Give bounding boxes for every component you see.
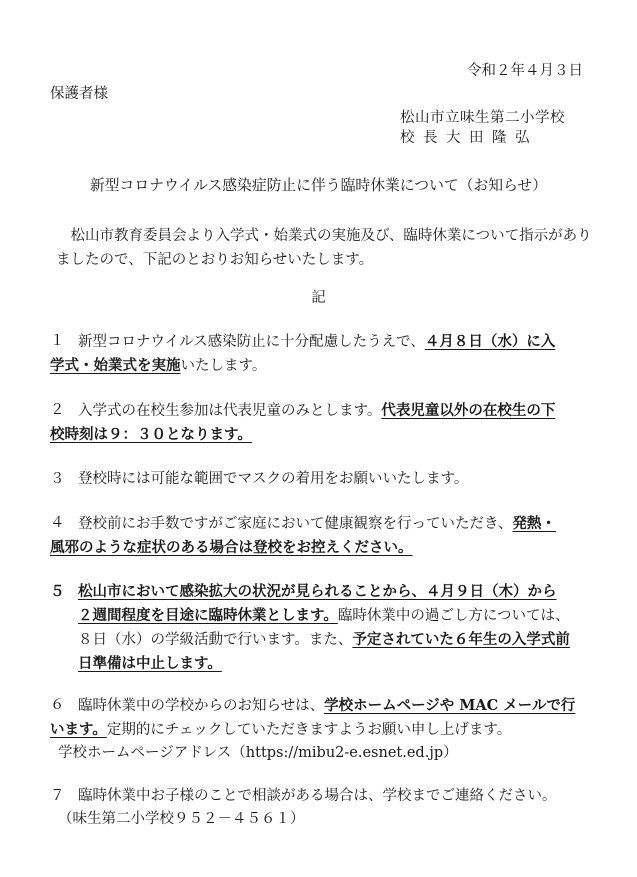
item-text: 登校前にお手数ですがご家庭において健康観察を行っていただき、 bbox=[78, 516, 513, 532]
item-emphasis: 校時刻は９：３０となります。 bbox=[50, 426, 252, 443]
item-number: ３ bbox=[50, 471, 65, 487]
item-number: ５ bbox=[50, 583, 65, 600]
school-name: 松山市立味生第二小学校 bbox=[400, 110, 565, 126]
principal-name: 校長大田隆弘 bbox=[400, 130, 538, 146]
ki-heading: 記 bbox=[311, 290, 326, 306]
list-item-4 bbox=[50, 512, 610, 560]
item-emphasis: ２週間程度を目途に臨時休業とします。 bbox=[78, 607, 338, 624]
date: 令和２年４月３日 bbox=[467, 63, 583, 79]
item-number: ２ bbox=[50, 402, 65, 418]
document-title: 新型コロナウイルス感染症防止に伴う臨時休業について（お知らせ） bbox=[89, 177, 548, 194]
school-phone: （味生第二小学校９５２－４５６１） bbox=[58, 811, 305, 827]
item-emphasis: 学式・始業式を実施 bbox=[50, 357, 181, 374]
recipient: 保護者様 bbox=[50, 86, 108, 102]
item-text: 臨時休業中の学校からのお知らせは、 bbox=[78, 698, 325, 714]
list-item-7 bbox=[50, 785, 610, 831]
item-text: いたします。 bbox=[180, 358, 267, 374]
list-item-6 bbox=[50, 694, 610, 765]
item-text: 新型コロナウイルス感染防止に十分配慮したうえで、 bbox=[78, 334, 425, 350]
item-emphasis: 学校ホームページや MAC メールで行 bbox=[324, 697, 576, 714]
item-number: １ bbox=[50, 333, 65, 349]
school-website-address: 学校ホームページアドレス（https://mibu2-e.esnet.ed.jp） bbox=[58, 745, 458, 761]
item-emphasis: 松山市において感染拡大の状況が見られることから、４月９日（木）から bbox=[78, 583, 557, 600]
item-text: 登校時には可能な範囲でマスクの着用をお願いいたします。 bbox=[78, 471, 469, 487]
item-emphasis: 風邪のような症状のある場合は登校をお控えください。 bbox=[50, 539, 413, 556]
item-emphasis: 日準備は中止します。 bbox=[78, 655, 222, 672]
item-emphasis: います。 bbox=[50, 721, 107, 738]
list-item-5 bbox=[50, 580, 610, 676]
item-emphasis: 発熱・ bbox=[512, 515, 556, 532]
item-emphasis: 予定されていた６年生の入学式前 bbox=[352, 631, 570, 648]
item-text: 入学式の在校生参加は代表児童のみとします。 bbox=[78, 403, 382, 419]
item-emphasis: 代表児童以外の在校生の下 bbox=[381, 402, 556, 419]
list-item-1 bbox=[50, 330, 610, 378]
item-emphasis: ４月８日（水）に入 bbox=[424, 333, 556, 350]
intro-paragraph: 松山市教育委員会より入学式・始業式の実施及び、臨時休業について指示がありましたので、下記のとおりお知らせいたします。 bbox=[56, 228, 592, 268]
item-text: 定期的にチェックしていただきますようお願い申し上げます。 bbox=[106, 722, 512, 738]
item-text: 臨時休業中お子様のことで相談がある場合は、学校までご連絡ください。 bbox=[78, 788, 557, 804]
list-item-2 bbox=[50, 399, 610, 447]
item-number: ４ bbox=[50, 515, 65, 531]
item-text: 臨時休業中の過ごし方については、 bbox=[337, 608, 570, 624]
item-text: ８日（水）の学級活動で行います。また、 bbox=[78, 632, 353, 648]
item-number: ６ bbox=[50, 697, 65, 713]
list-item-3 bbox=[50, 468, 610, 491]
item-number: ７ bbox=[50, 788, 65, 804]
